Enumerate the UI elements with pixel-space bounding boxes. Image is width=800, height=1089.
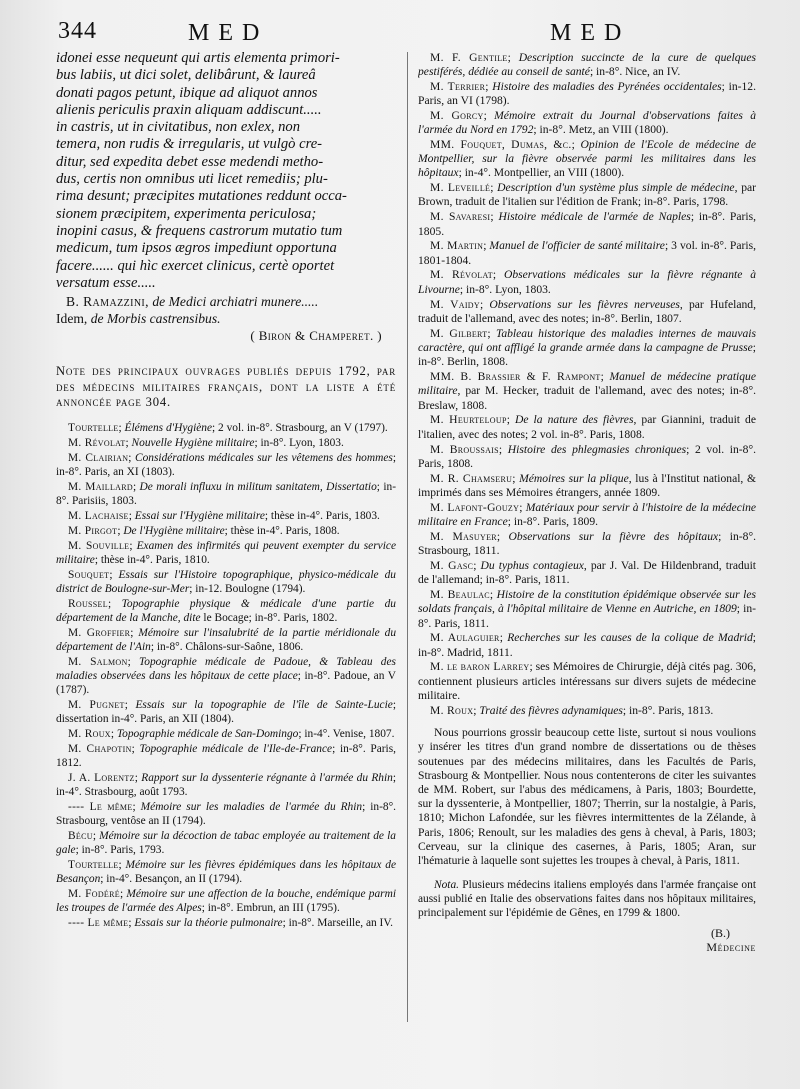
entry-separator: ; <box>496 529 509 543</box>
entry-author: M. Fodéré <box>68 887 120 900</box>
bibliography-entry <box>56 451 396 479</box>
entry-details: ; in-8°. Paris, 1812. <box>56 742 396 769</box>
latin-quotation <box>56 50 396 292</box>
nota-label: Nota. <box>434 879 460 892</box>
entry-details: le Bocage; in-8°. Paris, 1802. <box>200 611 338 624</box>
entry-separator: ; <box>519 500 526 514</box>
entry-title: Observations médicales sur la fièvre régnante à Livourne <box>418 268 756 296</box>
entry-title: Manuel de l'officier de santé militaire <box>489 239 665 253</box>
column-rule <box>407 52 408 1022</box>
entry-separator: ; <box>490 210 499 224</box>
entry-details: ; ses Mémoires de Chirurgie, déjà cités pag. 306, contiennent plusieurs articles intéressans sur divers sujets de médecine militaire. <box>418 660 756 703</box>
entry-title: Histoire des maladies des Pyrénées occidentales <box>492 79 722 93</box>
entry-details: ; in-12. Boulogne (1794). <box>189 582 306 595</box>
entry-details: ; in-8°. Paris, 1793. <box>75 843 165 856</box>
entry-author: ---- Le même <box>68 800 133 813</box>
entry-title: Topographie médicale de l'Ile-de-France <box>139 742 333 755</box>
entry-details: ; in-8°. Lyon, 1803. <box>254 436 344 449</box>
entry-title: Tableau historique des maladies internes de mauvais caractère, qui ont affligé la grande armée dans la campagne de Prusse <box>418 326 756 354</box>
left-column <box>56 50 396 1077</box>
entry-separator: ; <box>92 829 100 842</box>
entry-separator: ; <box>124 698 136 711</box>
entry-separator: ; <box>473 703 480 717</box>
latin-line: versatum esse..... <box>56 274 156 291</box>
entry-author: M. Vaidy <box>430 297 480 311</box>
entry-title: Histoire médicale de l'armée de Naples <box>498 210 691 224</box>
bibliography-entry <box>418 51 756 80</box>
entry-title: Mémoire sur la décoction de tabac employée au traitement de la gale <box>56 829 396 856</box>
latin-line: medicum, tum ipsos ægros impediunt opportuna <box>56 240 337 257</box>
idem-work: de Morbis castrensibus. <box>87 310 221 326</box>
entry-author: MM. Fouquet, Dumas, &c. <box>430 137 572 151</box>
entry-title: Essais sur la théorie pulmonaire <box>134 916 283 929</box>
catchword: Médecine <box>706 940 756 955</box>
bibliography-entry <box>418 530 756 559</box>
bibliography-entry <box>418 268 756 297</box>
entry-author: M. Salmon <box>68 655 128 668</box>
entry-separator: ; <box>498 442 508 456</box>
entry-author: Bécu <box>68 829 93 842</box>
entry-details: ; in-4°. Venise, 1807. <box>298 727 395 740</box>
bibliography-entry <box>56 887 396 915</box>
entry-author: M. Gasc <box>430 558 474 572</box>
bibliography-entry <box>418 181 756 210</box>
bibliography-entry <box>56 698 396 726</box>
entry-title: Description succincte de la cure de quelques pestiférés, dédiée au conseil de santé <box>418 50 756 78</box>
entry-author: M. Gorcy <box>430 108 484 122</box>
entry-title: Essai sur l'Hygiène militaire <box>134 509 265 522</box>
bibliography-entry <box>418 109 756 138</box>
entry-separator: ; <box>128 451 135 464</box>
entry-details: ; in-8°. Berlin, 1808. <box>418 340 756 369</box>
entry-separator: ; <box>119 887 127 900</box>
entry-details: ; 3 vol. in-8°. Paris, 1801-1804. <box>418 239 756 267</box>
entry-title: Manuel de médecine pratique militaire <box>418 370 756 398</box>
entry-details: ; in-8°. Strasbourg, ventôse an II (1794). <box>56 800 396 827</box>
entry-separator: ; <box>473 558 481 572</box>
entry-title: De l'Hygiène militaire <box>123 524 225 537</box>
entry-title: Description d'un système plus simple de médecine <box>497 181 735 195</box>
entry-author: M. Roux <box>430 703 474 717</box>
entry-author: M. Souville <box>68 539 130 552</box>
entry-title: Observations sur les fièvres nerveuses <box>489 297 680 311</box>
latin-line: ditur, sed expedita debet esse medendi metho- <box>56 153 324 170</box>
latin-line: alienis periculis praxin aliquam addiscunt..... <box>56 101 322 118</box>
bibliography-entry <box>56 436 396 450</box>
latin-line: temera, non rudis & irregularis, ut vulgò cre- <box>56 136 323 153</box>
entry-details: ; in-4°. Besançon, an II (1794). <box>100 872 243 885</box>
entry-separator: ; <box>130 626 139 639</box>
entry-author: M. Terrier <box>430 79 486 93</box>
entry-author: J. A. Lorentz <box>68 771 135 784</box>
bibliography-entry <box>418 559 756 588</box>
entry-author: M. Masuyer <box>430 529 497 543</box>
latin-line: bus labiis, ut dici solet, delibârunt, & laureâ <box>56 67 316 84</box>
page-header <box>0 18 800 52</box>
entry-separator: ; <box>600 370 610 384</box>
entry-details: ; in-8°. Paris, 1809. <box>507 515 599 528</box>
entry-author: M. Chapotin <box>68 742 132 755</box>
entry-details: ; dissertation in-4°. Paris, an XII (1804). <box>56 698 396 725</box>
entry-title: Opinion de l'Ecole de médecine de Montpellier, sur la fièvre observée parmi les militaires dans les hôpitaux <box>418 137 756 180</box>
entry-separator: ; <box>492 268 504 282</box>
bibliography-entry <box>56 509 396 523</box>
entry-author: M. Maillard <box>68 480 133 493</box>
entry-details: ; in-8°. Madrid, 1811. <box>418 631 756 659</box>
entry-author: M. Pirgot <box>68 524 118 537</box>
entry-author: M. Leveillé <box>430 181 491 195</box>
bibliography-entry <box>56 916 396 930</box>
entry-separator: ; <box>125 436 132 449</box>
entry-details: ; in-4°. Montpellier, an VIII (1800). <box>458 166 625 180</box>
right-column <box>418 50 756 1077</box>
entry-separator: ; <box>571 137 581 151</box>
entry-separator: ; <box>129 539 137 552</box>
entry-title: Histoire de la constitution épidémique observée sur les soldats français, à l'hôpital militaire de Vienne en Autriche, en 1809 <box>418 587 756 616</box>
entry-separator: ; <box>485 79 493 93</box>
entry-details: ; in-8°. Marseille, an IV. <box>282 916 393 929</box>
bibliography-entry <box>418 370 756 413</box>
entry-details: ; in-8°. Embrun, an III (1795). <box>201 901 340 914</box>
entry-details: ; in-8°. Paris, 1813. <box>622 703 714 717</box>
bibliography-list-right <box>418 51 756 719</box>
entry-details: ; in-8°. Parisiis, 1803. <box>56 480 396 507</box>
bibliography-entry <box>56 771 396 799</box>
entry-author: M. Roux <box>68 727 111 740</box>
entry-details: ; in-8°. Paris, 1805. <box>418 210 756 238</box>
bibliography-entry <box>418 631 756 660</box>
entry-title: Topographie médicale de Padoue, & Tableau des maladies observées dans les hôpitaux de cette place <box>56 655 396 682</box>
bibliography-entry <box>418 298 756 327</box>
entry-separator: ; <box>131 742 140 755</box>
entry-title: Matériaux pour servir à l'histoire de la médecine militaire en France <box>418 500 756 528</box>
nota-paragraph <box>418 878 756 920</box>
bibliography-entry <box>56 655 396 697</box>
entry-details: , par Brown, traduit de l'italien sur l'édition de Frank; in-8°. Paris, 1798. <box>418 181 756 209</box>
entry-separator: ; <box>483 108 495 122</box>
entry-author: M. Martin <box>430 239 484 253</box>
author-name: B. Ramazzini, <box>66 294 149 310</box>
entry-separator: ; <box>118 421 125 434</box>
entry-details: ; in-8°. Châlons-sur-Saône, 1806. <box>150 640 304 653</box>
entry-author: Roussel <box>68 597 108 610</box>
entry-author: M. Heurteloup <box>430 413 507 427</box>
entry-author: M. R. Chamseru <box>430 471 513 485</box>
latin-line: inopini casus, & frequens castrorum mutatio tum <box>56 222 343 239</box>
entry-details: , par Hufeland, traduit de l'allemand, avec des notes; in-8°. Berlin, 1807. <box>418 297 756 325</box>
entry-title: Observations sur la fièvre des hôpitaux <box>508 529 719 543</box>
entry-details: , par M. Hecker, traduit de l'allemand, avec des notes; in-8°. Breslaw, 1808. <box>418 384 756 412</box>
entry-title: Examen des infirmités qui peuvent exempter du service militaire <box>56 539 396 566</box>
entry-author: M. Groffier <box>68 626 131 639</box>
bibliography-entry <box>418 443 756 472</box>
latin-line: donati pagos petunt, ibique ad aliquot annos <box>56 84 318 101</box>
entry-details: ; in-8°. Padoue, an V (1787). <box>56 669 396 696</box>
latin-line: in castris, ut in civitatibus, non exlex, non <box>56 119 301 136</box>
latin-line: sionem præcipitem, experimenta periculosa; <box>56 205 317 222</box>
entry-author: Souquet <box>68 568 110 581</box>
entry-title: Mémoire sur une affection de la bouche, endémique parmi les troupes de l'armée des Alpes <box>56 887 396 914</box>
page-number: 344 <box>58 18 97 44</box>
bibliography-entry <box>418 327 756 370</box>
entry-author: M. Gilbert <box>430 326 488 340</box>
entry-author: M. Beaulac <box>430 587 490 601</box>
entry-title: Rapport sur la dyssenterie régnante à l'armée du Rhin <box>141 771 393 784</box>
entry-author: Tourtelle <box>68 421 119 434</box>
entry-title: Mémoires sur la plique <box>519 471 629 485</box>
entry-title: Essais sur l'Histoire topographique, physico-médicale du district de Boulogne-sur-Mer <box>56 568 396 595</box>
bibliography-entry <box>418 210 756 239</box>
article-credit: ( Biron & Champeret. ) <box>250 327 382 343</box>
entry-author: M. Révolat <box>68 436 126 449</box>
entry-details: ; thèse in-4°. Paris, 1810. <box>94 553 210 566</box>
entry-title: Mémoire sur les maladies de l'armée du Rhin <box>140 800 363 813</box>
quotation-idem <box>56 311 396 327</box>
entry-title: Élémens d'Hygiène <box>124 421 213 434</box>
entry-separator: ; <box>499 631 508 645</box>
entry-details: , par J. Val. De Hildenbrand, traduit de l'allemand; in-8°. Paris, 1811. <box>418 558 756 587</box>
entry-author: M. Aulaguier <box>430 631 500 645</box>
bibliography-entry <box>418 660 756 703</box>
closing-paragraph: Nous pourrions grossir beaucoup cette liste, surtout si nous voulions y insérer les titres d'un grand nombre de dissertations ou de thèses soutenues par des médecins militaires, dans les Facultés de Paris, Strasbourg & Montpellier. Nous nous contenterons de citer les suivantes de MM. Robert, sur l'abus des médicamens, à Paris, 1803; Bourdette, sur la dyssenterie, à Montpellier, 1807; Therrin, sur la nostalgie, à Paris, 1810; Michon Lafondée, sur les fièvres intermittentes de la Zélande, à Paris, 1806; Renoult, sur les maladies des gens à cheval, à Paris, 1803; Cerveau, sur la clinique des casernes, à Paris, 1805; Aran, sur l'hématurie à laquelle sont sujettes les troupes à cheval, à Paris, 1811. <box>418 726 756 867</box>
entry-author: M. Lachaise <box>68 509 129 522</box>
entry-separator: ; <box>118 858 126 871</box>
running-head-left: MED <box>188 20 269 46</box>
entry-details: ; in-8°. Lyon, 1803. <box>459 282 551 296</box>
entry-title: Histoire des phlegmasies chroniques <box>507 442 687 456</box>
bibliography-entry <box>56 742 396 770</box>
entry-author: ---- Le même <box>68 916 129 929</box>
entry-details: ; in-4°. Strasbourg, août 1793. <box>56 771 396 798</box>
entry-details: , par Giannini, traduit de l'italien, avec des notes; 2 vol. in-8°. Paris, 1808. <box>418 413 756 441</box>
entry-separator: ; <box>483 239 490 253</box>
entry-author: MM. B. Brassier & F. Rampont <box>430 370 601 384</box>
latin-line: idonei esse nequeunt qui artis elementa primori- <box>56 50 340 66</box>
bibliography-entry <box>56 539 396 567</box>
bibliography-entry <box>56 524 396 538</box>
bibliography-entry <box>418 413 756 442</box>
bibliography-entry <box>56 727 396 741</box>
entry-title: Essais sur la topographie de l'île de Sainte-Lucie <box>135 698 393 711</box>
entry-author: M. Savaresi <box>430 210 491 224</box>
entry-author: M. Broussais <box>430 442 499 456</box>
bibliography-entry <box>418 239 756 268</box>
entry-details: , lus à l'Institut national, & imprimés dans ses Mémoires étrangers, année 1809. <box>418 471 756 499</box>
entry-title: Mémoire sur les fièvres épidémiques dans les hôpitaux de Besançon <box>56 858 396 885</box>
bibliography-entry <box>56 568 396 596</box>
entry-separator: ; <box>128 916 135 929</box>
entry-separator: ; <box>506 413 515 427</box>
bibliography-entry <box>56 829 396 857</box>
entry-details: ; in-8°. Strasbourg, 1811. <box>418 529 756 558</box>
nota-text: Plusieurs médecins italiens employés dans l'armée française ont aussi publié en Italie des observations faites dans nos hôpitaux militaires, principalement sur l'épidémie de Gênes, en 1799 & 1800. <box>418 879 756 920</box>
entry-title: Considérations médicales sur les vêtemens des hommes <box>135 451 393 464</box>
entry-title: Topographie physique & médicale d'une partie du département de la Manche, dite <box>56 597 396 624</box>
entry-title: Recherches sur les causes de la colique de Madrid <box>507 631 753 645</box>
entry-separator: ; <box>109 568 119 581</box>
bibliography-entry <box>56 800 396 828</box>
entry-author: M. Clairian <box>68 451 129 464</box>
bibliography-entry <box>56 421 396 435</box>
latin-line: rima desunt; præcipites mutationes reddunt occa- <box>56 188 347 205</box>
running-head-right: MED <box>550 20 631 46</box>
entry-title: Nouvelle Hygiène militaire <box>131 436 255 449</box>
latin-line: facere...... qui hìc exercet clinicus, certè oportet <box>56 257 335 274</box>
entry-details: ; thèse in-4°. Paris, 1803. <box>264 509 380 522</box>
bibliography-entry <box>56 858 396 886</box>
entry-details: ; in-8°. Paris, an XI (1803). <box>56 451 396 478</box>
entry-author: Tourtelle <box>68 858 119 871</box>
quotation-author <box>56 294 396 310</box>
latin-line: dus, certis non omnibus uti licet remediis; plu- <box>56 171 328 188</box>
entry-author: M. le baron Larrey <box>430 660 530 674</box>
bibliography-entry <box>418 472 756 501</box>
entry-title: Mémoire extrait du Journal d'observations faites à l'armée du Nord en 1792 <box>418 108 756 136</box>
entry-details: ; 2 vol. in-8°. Strasbourg, an V (1797). <box>212 421 388 434</box>
bibliography-entry <box>418 138 756 181</box>
bibliography-list-left <box>56 421 396 930</box>
entry-author: M. Révolat <box>430 268 493 282</box>
signature: (B.) <box>711 926 730 941</box>
entry-details: ; in-8°. Nice, an IV. <box>589 64 681 78</box>
bibliography-entry <box>418 704 756 718</box>
entry-details: ; in-8°. Paris, 1811. <box>418 602 756 630</box>
entry-title: Du typhus contagieux <box>480 558 584 572</box>
entry-details: ; in-12. Paris, an VI (1798). <box>418 79 756 107</box>
entry-author: M. Lafont-Gouzy <box>430 500 520 514</box>
entry-details: ; 2 vol. in-8°. Paris, 1808. <box>418 442 756 470</box>
entry-title: Topographie médicale de San-Domingo <box>116 727 299 740</box>
entry-separator: ; <box>479 297 490 311</box>
entry-title: Traité des fièvres adynamiques <box>479 703 623 717</box>
entry-separator: ; <box>489 587 497 601</box>
entry-separator: ; <box>134 771 142 784</box>
bibliography-entry <box>418 588 756 631</box>
entry-separator: ; <box>107 597 122 610</box>
entry-separator: ; <box>117 524 124 537</box>
note-heading: Note des principaux ouvrages publiés depuis 1792, par des médecins militaires français, dont la liste a été annoncée page 304. <box>56 364 396 410</box>
entry-separator: ; <box>127 655 139 668</box>
entry-author: M. Pugnet <box>68 698 125 711</box>
bibliography-entry <box>56 597 396 625</box>
entry-separator: ; <box>128 509 135 522</box>
entry-author: M. F. Gentile <box>430 50 508 64</box>
entry-separator: ; <box>132 480 140 493</box>
entry-separator: ; <box>512 471 520 485</box>
entry-separator: ; <box>507 50 519 64</box>
entry-separator: ; <box>487 326 496 340</box>
entry-separator: ; <box>132 800 141 813</box>
bibliography-entry <box>56 626 396 654</box>
entry-separator: ; <box>490 181 498 195</box>
author-work: de Medici archiatri munere..... <box>148 294 319 310</box>
bibliography-entry <box>418 80 756 109</box>
entry-title: Mémoire sur l'insalubrité de la partie méridionale du département de l'Ain <box>56 626 396 653</box>
entry-details: ; in-8°. Metz, an VIII (1800). <box>533 122 669 136</box>
bibliography-entry <box>56 480 396 508</box>
entry-details: ; thèse in-4°. Paris, 1808. <box>224 524 340 537</box>
idem-word: Idem, <box>56 310 88 326</box>
entry-title: De la nature des fièvres <box>514 413 634 427</box>
entry-title: De morali influxu in militum sanitatem, Dissertatio <box>139 480 377 493</box>
entry-separator: ; <box>110 727 117 740</box>
bibliography-entry <box>418 501 756 530</box>
